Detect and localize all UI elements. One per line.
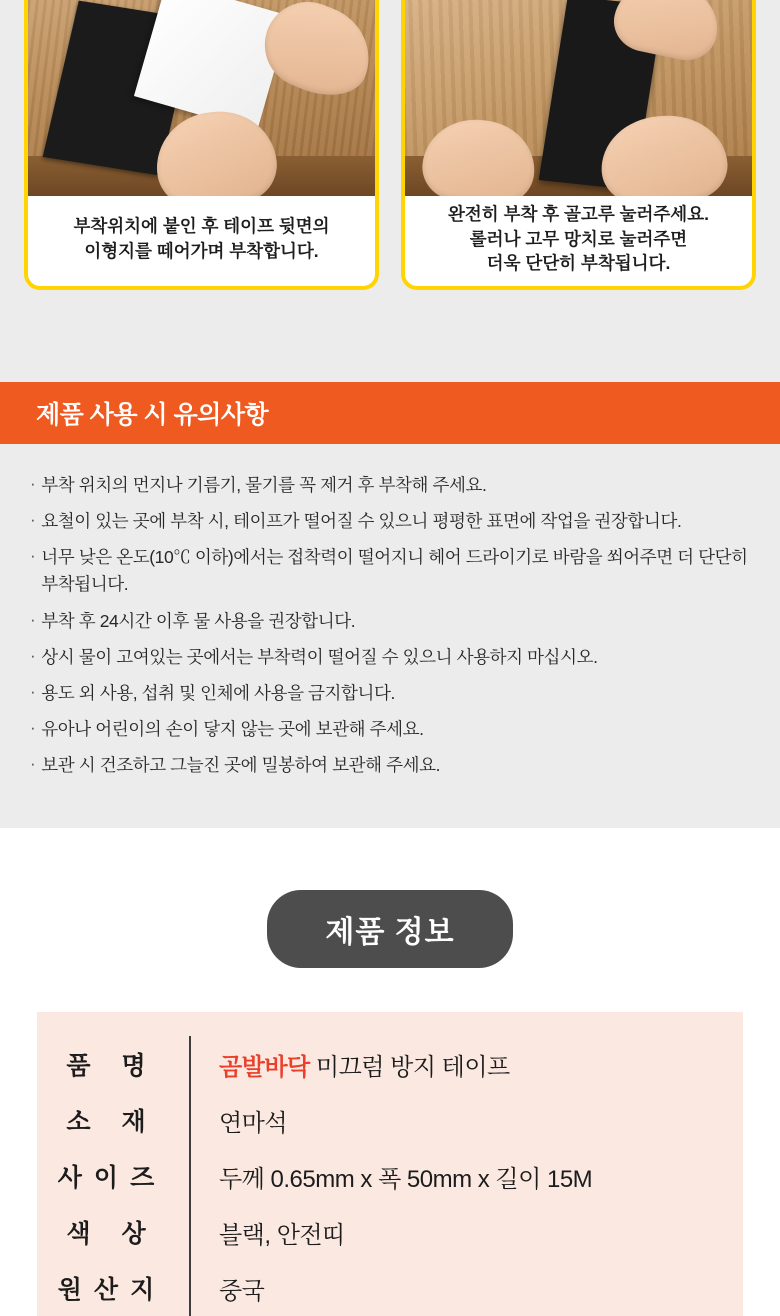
table-row (37, 1036, 743, 1092)
bullet-icon: · (30, 474, 36, 493)
row-value (191, 1047, 510, 1082)
row-value-text: 미끄럼 방지 테이프 (309, 1053, 510, 1081)
row-value: 두께 0.65mm x 폭 50mm x 길이 15M (219, 1165, 593, 1193)
notice-item-text: 상시 물이 고여있는 곳에서는 부착력이 떨어질 수 있으니 사용하지 마십시오. (41, 646, 598, 667)
photo-caption-1 (28, 196, 375, 286)
notice-item (30, 544, 750, 598)
row-label: 원산지 (57, 1276, 167, 1305)
table-row (37, 1148, 743, 1204)
row-value: 블랙, 안전띠 (219, 1221, 345, 1249)
notice-item (30, 680, 750, 707)
bullet-icon: · (30, 546, 36, 566)
notice-header-bar (0, 382, 780, 444)
notice-item-text: 부착 위치의 먼지나 기름기, 물기를 꼭 제거 후 부착해 주세요. (41, 475, 487, 495)
product-info-heading: 제품 정보 (267, 890, 512, 968)
notice-item (30, 508, 750, 535)
notice-title: 제품 사용 시 유의사항 (36, 401, 269, 429)
row-label: 소 재 (66, 1108, 158, 1137)
bullet-icon: · (30, 609, 36, 629)
photo-card-1 (24, 0, 379, 290)
notice-list (0, 444, 780, 828)
caption-line: 롤러나 고무 망치로 눌러주면 (469, 228, 688, 249)
row-label: 품 명 (66, 1052, 158, 1081)
photo-card-2 (401, 0, 756, 290)
row-value: 연마석 (219, 1109, 288, 1137)
row-value: 중국 (219, 1277, 265, 1305)
photo-row (0, 0, 780, 320)
caption-line: 완전히 부착 후 골고루 눌러주세요. (448, 203, 709, 224)
bullet-icon: · (30, 717, 36, 737)
notice-item (30, 608, 750, 635)
notice-item-text: 부착 후 24시간 이후 물 사용을 권장합니다. (41, 610, 356, 631)
table-row (37, 1204, 743, 1260)
notice-item (30, 472, 750, 499)
bullet-icon: · (30, 645, 36, 665)
notice-item-text: 요철이 있는 곳에 부착 시, 테이프가 떨어질 수 있으니 평평한 표면에 작업을 권장합니다. (41, 511, 682, 532)
notice-item-text: 유아나 어린이의 손이 닿지 않는 곳에 보관해 주세요. (41, 718, 424, 739)
notice-section (0, 320, 780, 828)
notice-item-text: 용도 외 사용, 섭취 및 인체에 사용을 금지합니다. (41, 682, 396, 703)
bullet-icon: · (30, 681, 36, 701)
row-label: 사이즈 (57, 1164, 167, 1193)
product-info-section (0, 828, 780, 1316)
photo-image-press-tape (405, 0, 752, 196)
notice-item-text: 너무 낮은 온도(10℃ 이하)에서는 접착력이 떨어지니 헤어 드라이기로 바람을 쐬어주면 더 단단히 부착됩니다. (41, 547, 748, 595)
photo-image-apply-tape (28, 0, 375, 196)
caption-line: 더욱 단단히 부착됩니다. (486, 253, 671, 274)
notice-item (30, 644, 750, 671)
brand-name: 곰발바닥 (219, 1053, 310, 1081)
row-label: 색 상 (66, 1220, 158, 1249)
table-row (37, 1260, 743, 1316)
notice-item (30, 752, 750, 779)
table-row (37, 1092, 743, 1148)
notice-item (30, 716, 750, 743)
caption-line: 부착위치에 붙인 후 테이프 뒷면의 (73, 216, 330, 237)
product-info-table (37, 1012, 743, 1316)
caption-line: 이형지를 떼어가며 부착합니다. (84, 241, 319, 261)
bullet-icon: · (30, 510, 36, 530)
photo-caption-2 (405, 196, 752, 286)
notice-item-text: 보관 시 건조하고 그늘진 곳에 밀봉하여 보관해 주세요. (41, 755, 441, 775)
bullet-icon: · (30, 754, 36, 773)
